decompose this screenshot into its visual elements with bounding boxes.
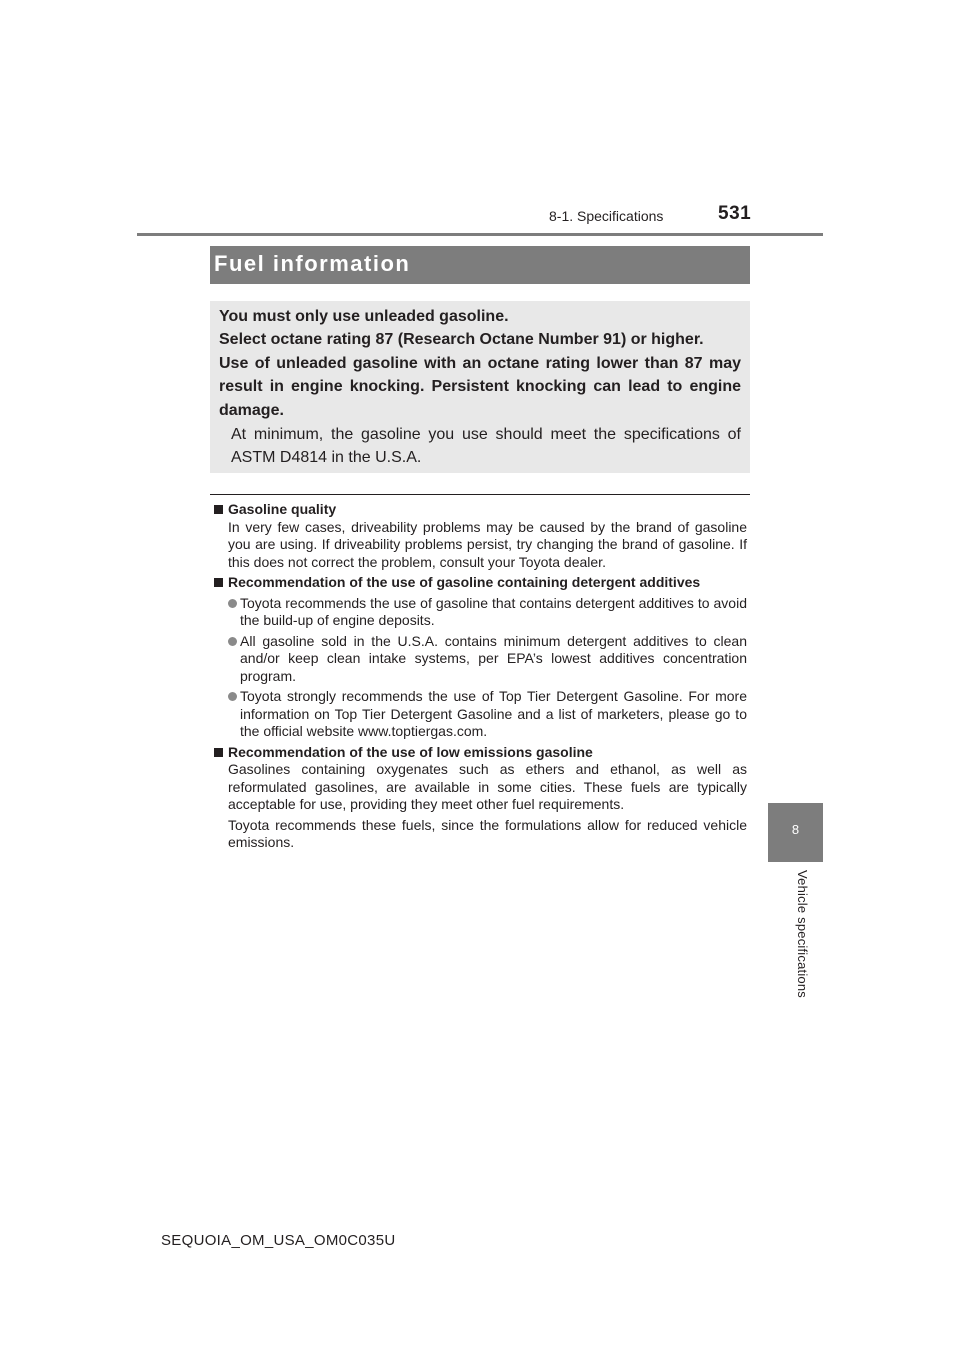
notice-bold-text: [219, 305, 741, 422]
section-label: 8-1. Specifications: [549, 208, 664, 224]
notice-line: Use of unleaded gasoline with an octane rating lower than 87 may result in engine knocking. Persistent knocking can lead to engine damage.: [219, 354, 741, 419]
divider: [210, 494, 750, 495]
chapter-label: Vehicle specifications: [795, 870, 810, 998]
notice-text: At minimum, the gasoline you use should meet the specifications of ASTM D4814 in the U.S.A.: [231, 426, 741, 466]
heading-gasoline-quality: Gasoline quality: [213, 501, 747, 519]
notice-line: Select octane rating 87 (Research Octane Number 91) or higher.: [219, 331, 704, 349]
footer-doc-code: SEQUOIA_OM_USA_OM0C035U: [161, 1232, 396, 1249]
heading-detergent-additives: Recommendation of the use of gasoline containing detergent additives: [213, 574, 747, 592]
paragraph: Gasolines containing oxygenates such as ethers and ethanol, as well as reformulated gasolines, are available in some cities. These fuels are typically acceptable for use, providing they meet other fuel requirements.: [228, 761, 747, 812]
chapter-number: 8: [791, 822, 800, 837]
notice-line: You must only use unleaded gasoline.: [219, 308, 509, 325]
paragraph: Toyota recommends these fuels, since the formulations allow for reduced vehicle emissions.: [228, 816, 747, 850]
bullet-item: All gasoline sold in the U.S.A. contains minimum detergent additives to clean and/or keep clean intake systems, per EPA’s lowest additives concentration program.: [228, 633, 747, 686]
header-rule: [137, 233, 823, 236]
content: [213, 501, 747, 852]
paragraph: In very few cases, driveability problems may be caused by the brand of gasoline you are using. If driveability problems persist, try changing the brand of gasoline. If this does not correct the problem, consult your Toyota dealer.: [228, 518, 747, 570]
heading-low-emissions: Recommendation of the use of low emissions gasoline: [213, 744, 747, 762]
bullet-item: Toyota strongly recommends the use of Top Tier Detergent Gasoline. For more information on Top Tier Detergent Gasoline and a list of marketers, please go to the official website www.toptiergas.com.: [228, 688, 747, 741]
bullet-item: Toyota recommends the use of gasoline that contains detergent additives to avoid the build-up of engine deposits.: [228, 595, 747, 630]
page-number: 531: [718, 203, 752, 224]
page-title: Fuel information: [214, 251, 411, 276]
